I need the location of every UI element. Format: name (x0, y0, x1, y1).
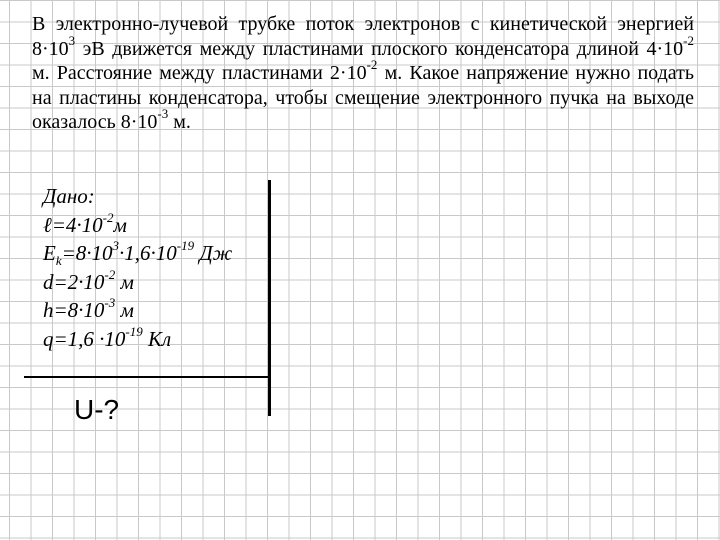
energy-exponent-1: 3 (112, 238, 120, 253)
displacement-exponent: -3 (104, 295, 116, 310)
problem-exponent-3: -2 (366, 57, 378, 73)
given-horizontal-divider (24, 376, 269, 378)
problem-exponent-2: -2 (683, 32, 694, 48)
problem-text-part-3: м. Расстояние между пластинами 2·10 (32, 62, 367, 84)
length-value: ℓ=4·10 (43, 212, 103, 237)
problem-exponent-4: -3 (157, 106, 169, 122)
problem-text-part-4: м. Какое напряжение нужно подать на пластины конденсатора, чтобы смещение электронного пучка на выходе оказалось 8·10 (32, 62, 694, 133)
given-displacement (43, 296, 232, 325)
energy-symbol: E (43, 241, 56, 265)
distance-value: d=2·10 (43, 269, 105, 294)
given-length (43, 211, 232, 240)
energy-value-1: =8·10 (61, 241, 113, 265)
length-exponent: -2 (102, 209, 114, 225)
given-kinetic-energy (43, 239, 232, 268)
problem-text-part-1: В электронно-лучевой трубке поток электронов с кинетической энергией 8·10 (32, 13, 694, 60)
charge-value: q=1,6 ·10 (43, 326, 126, 351)
given-distance (43, 268, 232, 297)
energy-subscript: k (55, 253, 62, 269)
distance-unit: м (115, 269, 134, 294)
unknown-quantity: U-? (74, 394, 120, 425)
problem-exponent-1: 3 (68, 32, 76, 48)
problem-statement (32, 12, 694, 135)
length-unit: м (113, 212, 127, 237)
problem-text-part-5: м. (168, 111, 191, 133)
displacement-unit: м (115, 298, 134, 322)
energy-value-2: ·1,6·10 (119, 241, 177, 265)
charge-unit: Кл (142, 326, 172, 351)
problem-text-part-2: эВ движется между пластинами плоского конденсатора длиной 4·10 (75, 37, 684, 60)
charge-exponent: -19 (125, 323, 143, 339)
distance-exponent: -2 (104, 266, 116, 282)
energy-unit: Дж (194, 241, 233, 265)
given-vertical-divider (268, 180, 271, 416)
displacement-value: h=8·10 (43, 298, 105, 322)
energy-exponent-2: -19 (176, 238, 195, 253)
given-block (43, 182, 232, 353)
given-charge (43, 325, 232, 354)
given-title: Дано: (43, 184, 95, 208)
